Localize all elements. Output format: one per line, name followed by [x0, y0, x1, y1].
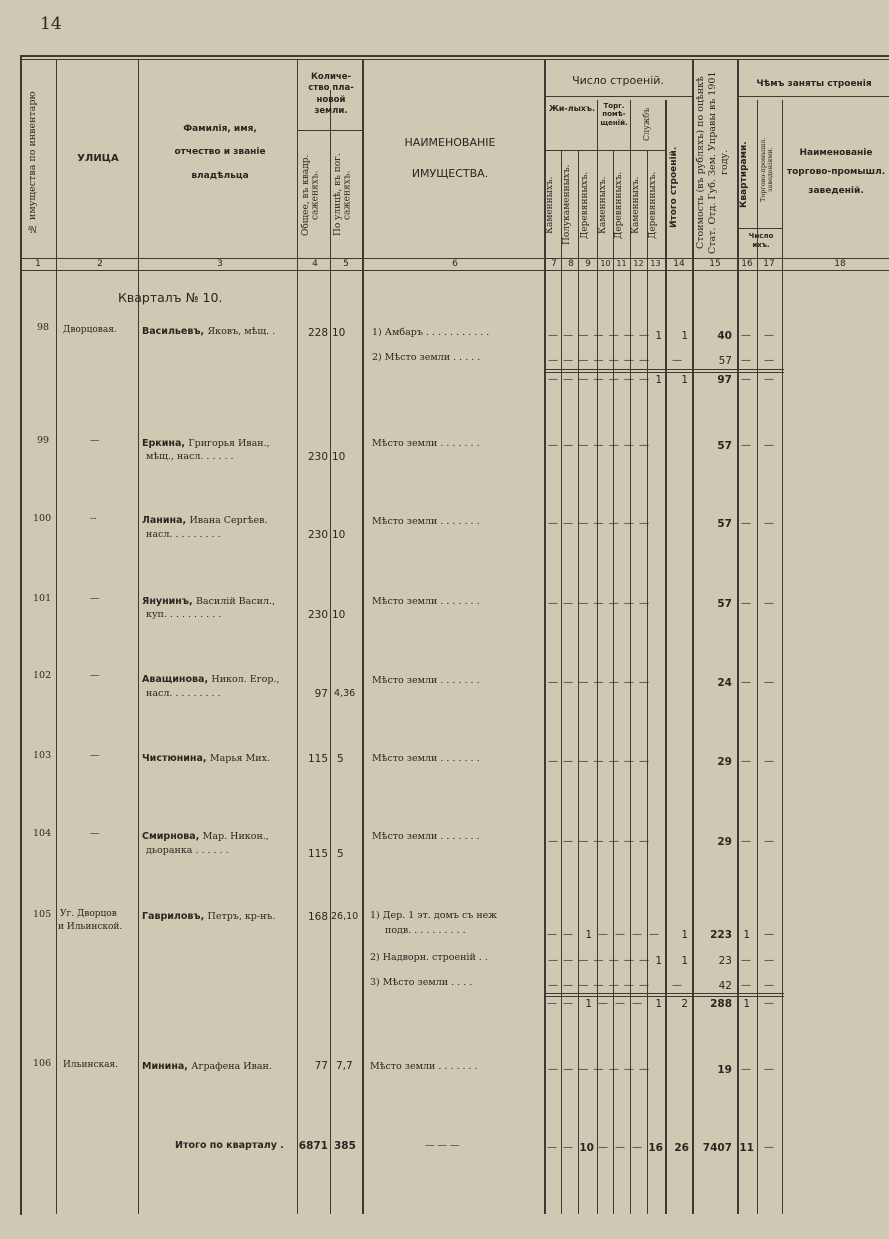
street-length: 26,10 [331, 911, 359, 922]
dashes: — — — — — — — [548, 440, 651, 451]
area: 97 [314, 688, 328, 700]
property-item: Мѣсто земли . . . . . . . [370, 1061, 478, 1072]
row-number: 104 [33, 828, 52, 839]
header-enterprise-names: Наименованіе торгово-промышл. заведеній. [786, 148, 886, 196]
dash: — [547, 1142, 558, 1153]
area: 228 [307, 327, 328, 339]
colnum-13: 13 [650, 259, 661, 268]
dash: — [764, 355, 775, 366]
colnum-9: 9 [585, 259, 591, 269]
owner [142, 514, 267, 526]
quarter-title: Кварталъ № 10. [118, 290, 223, 305]
owner-surname: Еркина, [142, 438, 185, 449]
dash: — [598, 998, 609, 1009]
total-street-length: 385 [334, 1140, 356, 1152]
total-c13: 16 [648, 1142, 663, 1154]
total-c9: 10 [579, 1142, 594, 1154]
dash: — [547, 998, 558, 1009]
dash: — [764, 1064, 775, 1075]
owner [142, 830, 269, 842]
colnum-1: 1 [35, 259, 41, 269]
owner-surname: Минина, [142, 1061, 188, 1072]
colnum-10: 10 [600, 259, 611, 268]
owner-details: Аграфена Иван. [191, 1061, 272, 1072]
dash: — [764, 929, 775, 940]
colnum-3: 3 [217, 259, 223, 269]
total-c13: 1 [655, 374, 662, 386]
dash: — [615, 998, 626, 1009]
total-c9: 1 [585, 998, 592, 1010]
total-c16: 11 [739, 1142, 754, 1154]
street-length: 10 [332, 529, 346, 541]
header-c12: Каменныхъ. [631, 176, 641, 234]
colnum-18: 18 [834, 259, 846, 269]
total-c14: 2 [681, 998, 688, 1010]
dash: — [672, 355, 683, 366]
row-number: 99 [37, 435, 50, 446]
dash: — [741, 836, 752, 847]
colnum-16: 16 [741, 259, 753, 269]
street: Уг. Дворцов [60, 909, 117, 919]
owner [142, 325, 275, 337]
owner-details: Никол. Егор., [211, 674, 280, 685]
colnum-12: 12 [633, 259, 644, 268]
item2-c14: 1 [681, 955, 688, 967]
owner-details: Петръ, кр-нъ. [207, 911, 276, 922]
header-c7: Каменныхъ. [545, 176, 555, 234]
header-street: УЛИЦА [77, 153, 119, 164]
dash: — [764, 1142, 775, 1153]
dash: — [741, 518, 752, 529]
dashes: — — — — — — — [548, 374, 651, 385]
total-area: 6871 [298, 1140, 328, 1152]
owner-details: Мар. Никон., [202, 831, 269, 842]
header-owner: Фамилія, имя, отчество и званіе владѣльца [174, 124, 266, 181]
dash: — [741, 330, 752, 341]
colnum-15: 15 [709, 259, 721, 269]
owner [142, 437, 270, 449]
header-c11: Деревянныхъ. [614, 171, 624, 239]
item1-c13: 1 [655, 330, 662, 342]
header-street-length: По улицѣ, въ пог. саженяхъ. [333, 153, 353, 237]
owner-surname: Гавриловъ, [142, 911, 205, 922]
street: — [90, 593, 100, 604]
row-number: 101 [33, 593, 52, 604]
property-item-3: 3) Мѣсто земли . . . . [370, 977, 473, 988]
dashes: — — — — — — — [548, 330, 651, 341]
ledger-table [20, 55, 889, 1215]
area: 77 [314, 1060, 328, 1072]
total-value: 288 [710, 998, 732, 1010]
header-property-name: НАИМЕНОВАНІЕ ИМУЩЕСТВА. [404, 136, 496, 180]
area: 230 [307, 529, 328, 541]
dash: — [563, 1142, 574, 1153]
owner-surname: Ланина, [142, 515, 187, 526]
owner-line2: мѣщ., насл. . . . . . [146, 451, 234, 462]
street-line2: и Ильинской. [58, 922, 123, 932]
owner-details: Ивана Сергѣев. [189, 515, 268, 526]
header-area-total: Общее, въ квадр. саженяхъ. [301, 154, 321, 236]
dash: — [741, 374, 752, 385]
header-enterprises: Торгово-промышл. заведеніями. [759, 137, 774, 203]
property-item: Мѣсто земли . . . . . . . [372, 596, 480, 607]
dashes: — — — — — — — [548, 677, 651, 688]
item3-value: 42 [718, 980, 732, 992]
property-item: Мѣсто земли . . . . . . . [372, 516, 480, 527]
property-item: Мѣсто земли . . . . . . . [372, 675, 480, 686]
owner-surname: Аващинова, [142, 674, 209, 685]
value: 19 [717, 1064, 732, 1076]
owner-details: Марья Мих. [209, 753, 270, 764]
page-number: 14 [40, 14, 62, 34]
dash: — [632, 1142, 643, 1153]
owner [142, 595, 275, 607]
owner [142, 752, 270, 764]
street: Ильинская. [63, 1060, 119, 1070]
header-c13: Деревянныхъ. [648, 171, 658, 239]
dash: — [649, 929, 660, 940]
row-number: 102 [33, 670, 52, 681]
dashes: — — — — — — — [548, 1064, 651, 1075]
colnum-4: 4 [312, 259, 318, 269]
area: 115 [307, 753, 328, 765]
dashes: — — — — — — — [548, 836, 651, 847]
header-c8: Полукаменныхъ. [562, 164, 572, 246]
header-land-group: Количе-ство пла-новой земли. [308, 72, 354, 117]
dash: — [741, 677, 752, 688]
owner-surname: Чистюнина, [142, 753, 207, 764]
owner-line2: куп. . . . . . . . . . [146, 609, 222, 620]
dashes: — — — — — — — [548, 598, 651, 609]
item1-c16: 1 [743, 929, 750, 941]
owner [142, 910, 275, 922]
value: 24 [717, 677, 732, 689]
dashes: — — — — — — — [548, 955, 651, 966]
header-c14: Итого строеній. [669, 146, 679, 229]
dashes: — — — — — — — [548, 518, 651, 529]
item1-c14: 1 [681, 929, 688, 941]
dash: — [563, 929, 574, 940]
header-value: Стоимость (въ рубляхъ) по оцѣнкѣ Стат. Отд. Губ. Зем. Управы въ 1901 году. [695, 71, 730, 254]
dash: — [598, 929, 609, 940]
owner-line2: насл. . . . . . . . . [146, 688, 221, 699]
header-commercial: Торг. помѣ-щеній. [600, 102, 628, 127]
item2-c13: 1 [655, 955, 662, 967]
dashes: — — — — — — — [548, 355, 651, 366]
street-length: 10 [332, 327, 346, 339]
dash: — [764, 518, 775, 529]
dash: — [615, 929, 626, 940]
owner-details: Яковъ, мѣщ. . [207, 326, 276, 337]
colnum-8: 8 [568, 259, 574, 269]
dash: — [764, 677, 775, 688]
value: 57 [717, 598, 732, 610]
row-number: 103 [33, 750, 52, 761]
owner-line2: дьоранка . . . . . . [146, 845, 229, 856]
street-length: 5 [337, 753, 344, 765]
header-count: Число ихъ. [748, 232, 774, 250]
property-item-1: 1) Дер. 1 эт. домъ съ неж [370, 910, 498, 921]
dash: — [741, 980, 752, 991]
colnum-5: 5 [343, 259, 349, 269]
dashes: — — — — — — — [548, 756, 651, 767]
total-value: 7407 [702, 1142, 732, 1154]
street-length: 10 [332, 451, 346, 463]
dash: — [764, 440, 775, 451]
dashes: — — — — — — — [548, 980, 651, 991]
dash: — [741, 598, 752, 609]
dash: — [615, 1142, 626, 1153]
dash: — [632, 929, 643, 940]
value: 29 [717, 756, 732, 768]
header-c9: Деревянныхъ. [580, 171, 590, 239]
row-number: 100 [33, 513, 52, 524]
item2-value: 23 [718, 955, 732, 967]
dash: — [764, 980, 775, 991]
total-c14: 1 [681, 374, 688, 386]
item1-c14: 1 [681, 330, 688, 342]
owner-details: Григорья Иван., [188, 438, 270, 449]
header-buildings-group: Число строеній. [572, 74, 664, 87]
property-item: Мѣсто земли . . . . . . . [372, 831, 480, 842]
area: 115 [307, 848, 328, 860]
property-item-1b: подв. . . . . . . . . . [385, 925, 466, 936]
owner-surname: Янунинъ, [142, 596, 193, 607]
dash: — [764, 330, 775, 341]
dash: — [741, 1064, 752, 1075]
colnum-2: 2 [97, 259, 103, 269]
dash: — [563, 998, 574, 1009]
row-number: 105 [33, 909, 52, 920]
street: — [90, 750, 100, 761]
dash: — [764, 756, 775, 767]
total-c14: 26 [674, 1142, 689, 1154]
total-c16: 1 [743, 998, 750, 1010]
dash: — [632, 998, 643, 1009]
street: -- [90, 513, 97, 524]
value: 57 [717, 518, 732, 530]
dash: — [764, 836, 775, 847]
header-usage-group: Чѣмъ заняты строенія [756, 79, 872, 89]
total-value: 97 [717, 374, 732, 386]
street-length: 4,36 [334, 688, 356, 699]
street: — [90, 435, 100, 446]
property-item-1: 1) Амбаръ . . . . . . . . . . . [372, 327, 490, 338]
item1-c9: 1 [585, 929, 592, 941]
property-item-2: 2) Надворн. строеній . . [370, 952, 488, 963]
dash: — [672, 980, 683, 991]
row-number: 106 [33, 1058, 52, 1069]
dash: — [741, 440, 752, 451]
header-service: Службъ [642, 107, 651, 141]
header-residential: Жи-лыхъ. [548, 104, 596, 113]
street-length: 10 [332, 609, 346, 621]
dash: — [764, 955, 775, 966]
dash: — [598, 1142, 609, 1153]
item2-value: 57 [718, 355, 732, 367]
colnum-6: 6 [452, 259, 458, 269]
dash: — [764, 598, 775, 609]
dash: — [741, 756, 752, 767]
owner-surname: Смирнова, [142, 831, 200, 842]
colnum-17: 17 [763, 259, 775, 269]
street-length: 5 [337, 848, 344, 860]
owner-line2: насл. . . . . . . . . [146, 529, 221, 540]
area: 230 [307, 451, 328, 463]
colnum-7: 7 [551, 259, 557, 269]
owner [142, 1060, 272, 1072]
owner-details: Василій Васил., [195, 596, 276, 607]
area: 230 [307, 609, 328, 621]
dash: — [741, 955, 752, 966]
colnum-14: 14 [673, 259, 685, 269]
street: — [90, 828, 100, 839]
owner [142, 673, 280, 685]
street-length: 7,7 [336, 1060, 353, 1072]
total-label: Итого по кварталу . [175, 1140, 284, 1151]
street: Дворцовая. [63, 325, 117, 335]
header-c10: Каменныхъ. [598, 176, 608, 234]
property-item: Мѣсто земли . . . . . . . [372, 438, 480, 449]
header-inventory-number: № имущества по инвентарю [27, 91, 38, 234]
dash: — [764, 998, 775, 1009]
total-c13: 1 [655, 998, 662, 1010]
item1-value: 40 [717, 330, 732, 342]
colnum-11: 11 [616, 259, 627, 268]
total-item: — — — [425, 1140, 460, 1151]
header-apartments: Квартирами. [739, 141, 749, 209]
owner-surname: Васильевъ, [142, 326, 205, 337]
value: 29 [717, 836, 732, 848]
area: 168 [307, 911, 328, 923]
row-number: 98 [37, 322, 50, 333]
dash: — [547, 929, 558, 940]
street: — [90, 670, 100, 681]
item1-value: 223 [710, 929, 732, 941]
value: 57 [717, 440, 732, 452]
dash: — [764, 374, 775, 385]
dash: — [741, 355, 752, 366]
property-item: Мѣсто земли . . . . . . . [372, 753, 480, 764]
property-item-2: 2) Мѣсто земли . . . . . [372, 352, 481, 363]
